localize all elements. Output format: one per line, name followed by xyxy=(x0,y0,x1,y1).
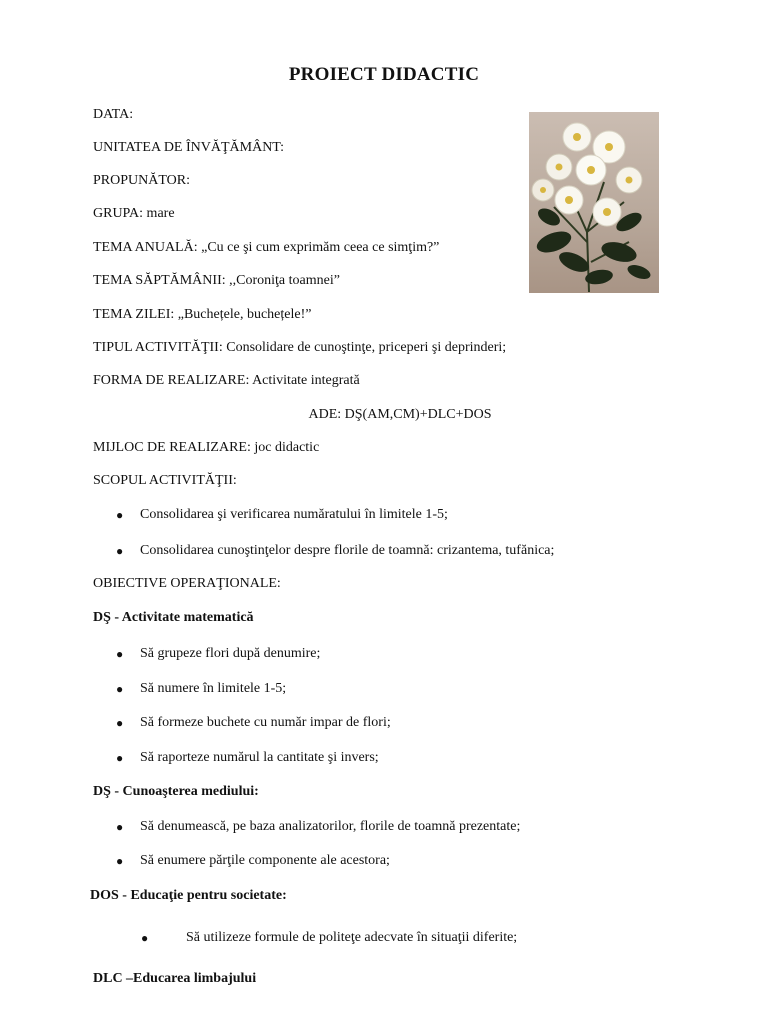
field-propunator: PROPUNĂTOR: xyxy=(93,173,190,188)
field-ade: ADE: DŞ(AM,CM)+DLC+DOS xyxy=(308,407,492,422)
obiective-heading: OBIECTIVE OPERAŢIONALE: xyxy=(93,576,281,591)
section-heading-dos: DOS - Educaţie pentru societate: xyxy=(90,888,287,903)
field-tema-zilei: TEMA ZILEI: „Buchețele, buchețele!” xyxy=(93,307,312,322)
field-forma-de-realizare: FORMA DE REALIZARE: Activitate integrată xyxy=(93,373,360,388)
objective-item: Să formeze buchete cu număr impar de flori; xyxy=(140,715,391,730)
objective-item: Să grupeze flori după denumire; xyxy=(140,646,321,661)
bullet-icon: ● xyxy=(116,751,124,765)
field-grupa: GRUPA: mare xyxy=(93,206,175,221)
scop-item: Consolidarea şi verificarea număratului în limitele 1-5; xyxy=(140,507,448,522)
bullet-icon: ● xyxy=(141,931,149,945)
field-tipul-activitatii: TIPUL ACTIVITĂŢII: Consolidare de cunoştinţe, priceperi şi deprinderi; xyxy=(93,340,507,355)
bullet-icon: ● xyxy=(116,508,124,522)
field-tema-anuala: TEMA ANUALĂ: „Cu ce şi cum exprimăm ceea ce simţim?” xyxy=(93,240,440,255)
section-heading-dlc: DLC –Educarea limbajului xyxy=(93,971,257,986)
section-heading-ds-cm: DŞ - Cunoaşterea mediului: xyxy=(93,784,259,799)
bullet-icon: ● xyxy=(116,854,124,868)
objective-item: Să denumească, pe baza analizatorilor, florile de toamnă prezentate; xyxy=(140,819,521,834)
field-scopul-activitatii: SCOPUL ACTIVITĂŢII: xyxy=(93,473,237,488)
bullet-icon: ● xyxy=(116,716,124,730)
field-unitatea: UNITATEA DE ÎNVĂŢĂMÂNT: xyxy=(93,140,285,155)
bullet-icon: ● xyxy=(116,544,124,558)
field-data: DATA: xyxy=(93,107,134,122)
field-mijloc-de-realizare: MIJLOC DE REALIZARE: joc didactic xyxy=(93,440,320,455)
objective-item: Să raporteze numărul la cantitate şi invers; xyxy=(140,750,379,765)
flowers-illustration xyxy=(529,112,659,293)
scop-item: Consolidarea cunoştinţelor despre florile de toamnă: crizantema, tufănica; xyxy=(140,543,555,558)
section-heading-ds-am: DŞ - Activitate matematică xyxy=(93,610,254,625)
objective-item: Să numere în limitele 1-5; xyxy=(140,681,287,696)
bullet-icon: ● xyxy=(116,820,124,834)
objective-item: Să enumere părţile componente ale acestora; xyxy=(140,853,390,868)
bullet-icon: ● xyxy=(116,682,124,696)
blossom xyxy=(563,123,591,151)
objective-item: Să utilizeze formule de politeţe adecvate în situaţii diferite; xyxy=(186,930,518,945)
chrysanthemum-photo xyxy=(529,112,659,293)
bullet-icon: ● xyxy=(116,647,124,661)
field-tema-saptamanii: TEMA SĂPTĂMÂNII: ,,Coroniţa toamnei” xyxy=(93,273,340,288)
page-title: PROIECT DIDACTIC xyxy=(288,64,480,85)
